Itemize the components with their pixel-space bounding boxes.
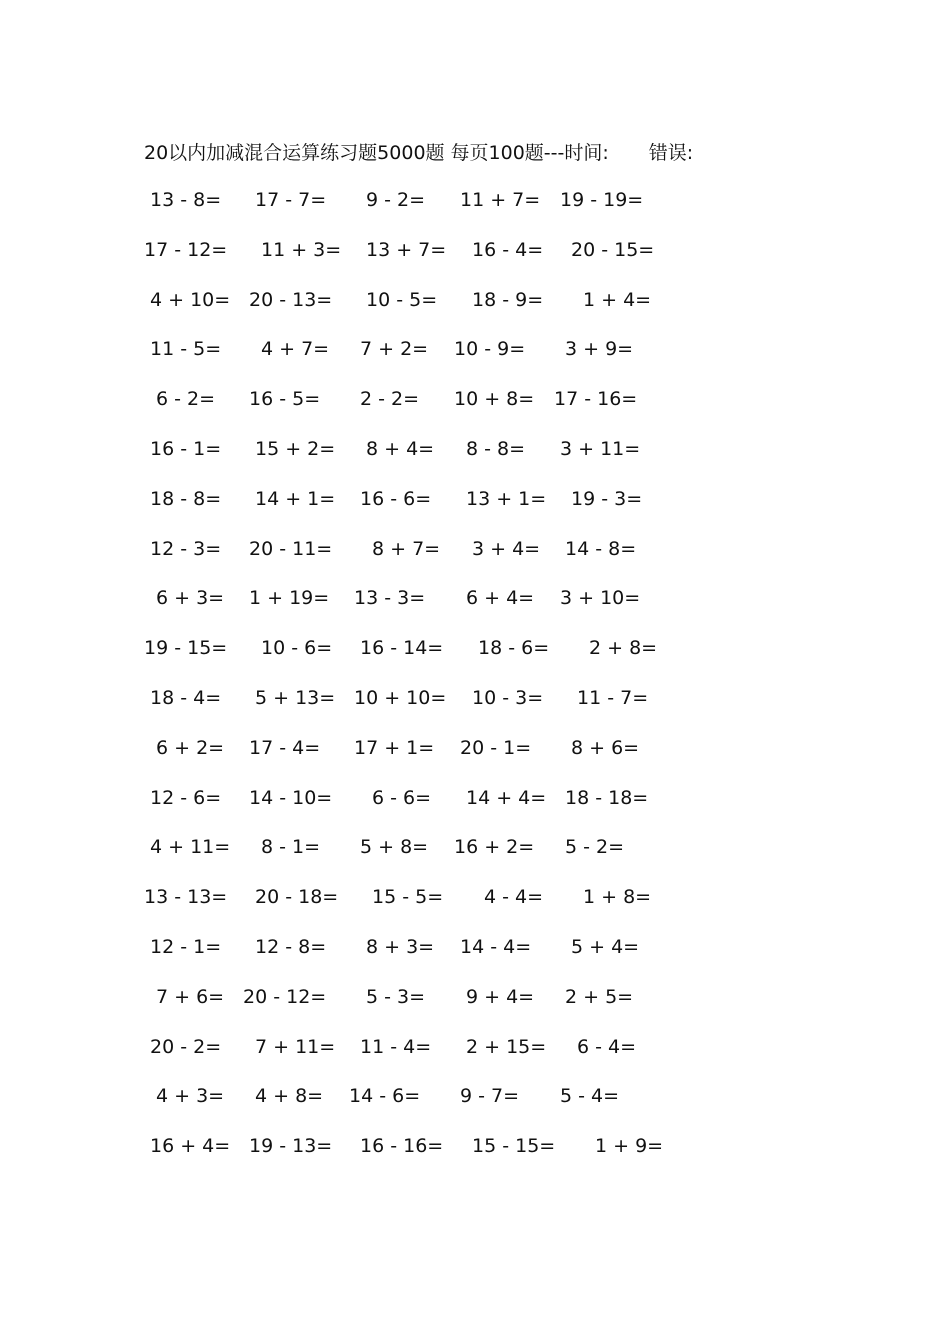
math-problem: 18 - 6= [478,637,550,659]
math-problem: 13 - 3= [354,587,426,609]
math-problem: 8 - 8= [466,438,526,460]
math-problem: 16 + 4= [150,1135,231,1157]
math-problem: 11 + 7= [460,189,541,211]
math-problem: 5 - 2= [565,836,625,858]
math-problem: 12 - 3= [150,538,222,560]
math-problem: 10 + 8= [454,388,535,410]
math-problem: 4 + 11= [150,836,231,858]
math-problem: 19 - 15= [144,637,228,659]
math-problem: 11 - 4= [360,1036,432,1058]
math-problem: 14 - 8= [565,538,637,560]
math-problem: 16 - 14= [360,637,444,659]
math-problem: 8 - 1= [261,836,321,858]
math-problem: 10 - 5= [366,289,438,311]
math-problem: 20 - 15= [571,239,655,261]
math-problem: 2 + 8= [589,637,658,659]
math-problem: 5 + 8= [360,836,429,858]
math-problem: 10 - 6= [261,637,333,659]
math-problem: 1 + 9= [595,1135,664,1157]
math-problem: 3 + 9= [565,338,634,360]
math-problem: 8 + 4= [366,438,435,460]
math-problem: 12 - 8= [255,936,327,958]
math-problem: 17 - 4= [249,737,321,759]
math-problem: 16 - 4= [472,239,544,261]
math-problem: 14 - 6= [349,1085,421,1107]
math-problem: 14 + 1= [255,488,336,510]
math-problem: 19 - 3= [571,488,643,510]
math-problem: 17 - 16= [554,388,638,410]
math-problem: 5 + 4= [571,936,640,958]
math-problem: 7 + 11= [255,1036,336,1058]
math-problem: 10 + 10= [354,687,447,709]
math-problem: 7 + 2= [360,338,429,360]
math-problem: 16 - 6= [360,488,432,510]
math-problem: 20 - 2= [150,1036,222,1058]
math-problem: 2 + 15= [466,1036,547,1058]
math-problem: 16 + 2= [454,836,535,858]
math-problem: 20 - 1= [460,737,532,759]
math-problem: 9 - 7= [460,1085,520,1107]
math-problem: 19 - 19= [560,189,644,211]
math-problem: 16 - 5= [249,388,321,410]
math-problem: 4 + 10= [150,289,231,311]
math-problem: 18 - 8= [150,488,222,510]
math-problem: 1 + 19= [249,587,330,609]
math-problem: 20 - 13= [249,289,333,311]
math-problem: 6 - 4= [577,1036,637,1058]
math-problem: 2 + 5= [565,986,634,1008]
math-problem: 10 - 9= [454,338,526,360]
math-problem: 4 + 3= [156,1085,225,1107]
math-problem: 18 - 9= [472,289,544,311]
math-problem: 12 - 1= [150,936,222,958]
math-problem: 1 + 4= [583,289,652,311]
math-problem: 11 - 7= [577,687,649,709]
math-problem: 6 + 2= [156,737,225,759]
math-problem: 19 - 13= [249,1135,333,1157]
math-problem: 14 - 4= [460,936,532,958]
math-problem: 17 - 7= [255,189,327,211]
math-problem: 15 - 5= [372,886,444,908]
math-problem: 4 + 7= [261,338,330,360]
math-problem: 13 + 7= [366,239,447,261]
math-problem: 8 + 3= [366,936,435,958]
math-problem: 6 - 6= [372,787,432,809]
worksheet-header [144,138,693,165]
worksheet-title: 20以内加减混合运算练习题5000题 [144,142,445,164]
math-problem: 11 + 3= [261,239,342,261]
math-problem: 12 - 6= [150,787,222,809]
math-problem: 6 - 2= [156,388,216,410]
math-problem: 3 + 11= [560,438,641,460]
math-problem: 2 - 2= [360,388,420,410]
math-problem: 5 - 4= [560,1085,620,1107]
math-problem: 17 - 12= [144,239,228,261]
math-problem: 6 + 4= [466,587,535,609]
math-problem: 5 + 13= [255,687,336,709]
worksheet-subtitle-time: 每页100题---时间: [450,142,609,164]
math-problem: 13 + 1= [466,488,547,510]
math-problem: 18 - 4= [150,687,222,709]
math-problem: 4 + 8= [255,1085,324,1107]
math-problem: 17 + 1= [354,737,435,759]
math-problem: 9 - 2= [366,189,426,211]
math-problem: 6 + 3= [156,587,225,609]
math-problem: 5 - 3= [366,986,426,1008]
math-problem: 9 + 4= [466,986,535,1008]
math-problem: 20 - 11= [249,538,333,560]
math-problem: 13 - 8= [150,189,222,211]
math-problem: 16 - 1= [150,438,222,460]
math-problem: 10 - 3= [472,687,544,709]
math-problem: 11 - 5= [150,338,222,360]
math-problem: 15 + 2= [255,438,336,460]
math-problem: 1 + 8= [583,886,652,908]
math-problem: 4 - 4= [484,886,544,908]
math-problem: 3 + 4= [472,538,541,560]
math-problem: 13 - 13= [144,886,228,908]
math-problem: 8 + 7= [372,538,441,560]
math-problem: 20 - 18= [255,886,339,908]
math-problem: 14 - 10= [249,787,333,809]
math-problem: 18 - 18= [565,787,649,809]
math-problem: 14 + 4= [466,787,547,809]
math-problem: 8 + 6= [571,737,640,759]
errors-label: 错误: [648,142,694,164]
math-problem: 15 - 15= [472,1135,556,1157]
math-problem: 20 - 12= [243,986,327,1008]
math-problem: 7 + 6= [156,986,225,1008]
math-problem: 16 - 16= [360,1135,444,1157]
math-problem: 3 + 10= [560,587,641,609]
